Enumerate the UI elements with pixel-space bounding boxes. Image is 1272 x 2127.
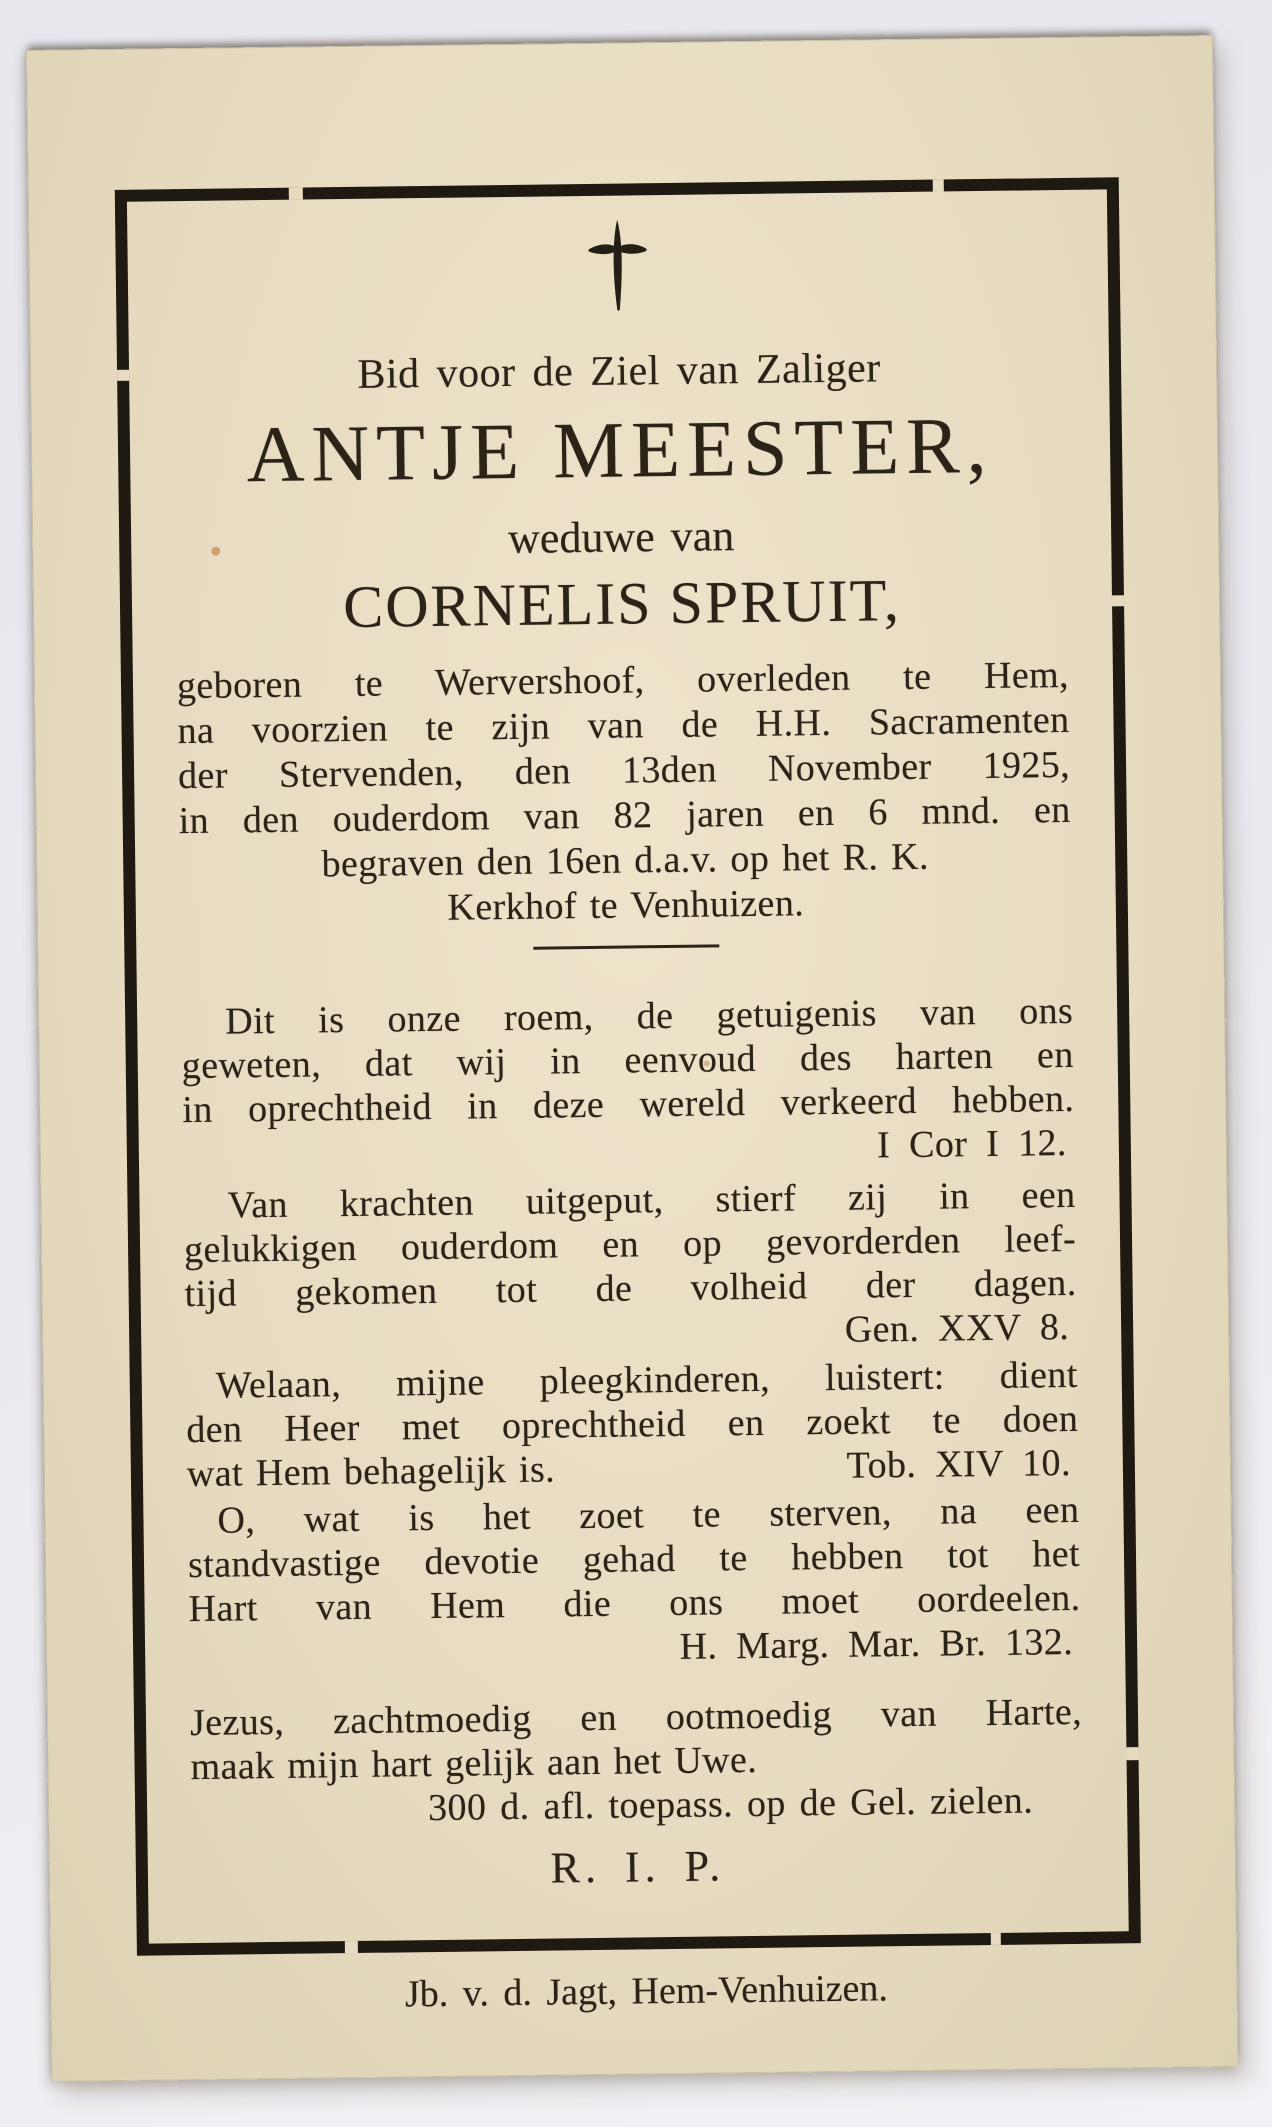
deceased-name: ANTJE MEESTER, xyxy=(246,401,995,500)
quote-line: tijd gekomen tot de volheid der dagen. xyxy=(184,1261,1077,1316)
border-gap xyxy=(345,1941,358,1953)
relation-line: weduwe van xyxy=(507,511,735,563)
border-gap xyxy=(289,188,303,200)
quote-paragraph xyxy=(183,1173,1077,1360)
section-divider xyxy=(533,944,719,949)
border-gap xyxy=(117,370,129,381)
prayer-block xyxy=(190,1690,1084,1833)
bio-line: der Stervenden, den 13den November 1925, xyxy=(177,743,1071,798)
card-content xyxy=(127,211,1128,1898)
quote-line-text: wat Hem behagelijk is. xyxy=(186,1448,556,1496)
scripture-citation: Gen. XXV 8. xyxy=(844,1305,1070,1351)
border-gap xyxy=(1112,595,1124,606)
rip-line: R. I. P. xyxy=(550,1841,726,1893)
indulgence-note: 300 d. afl. toepass. op de Gel. zielen. xyxy=(427,1779,1034,1830)
quote-line: geweten, dat wij in eenvoud des harten en xyxy=(181,1033,1074,1088)
quote-line: Van krachten uitgeput, stierf zij in een xyxy=(227,1173,1076,1227)
scripture-citation: H. Marg. Mar. Br. 132. xyxy=(679,1620,1074,1668)
intro-line: Bid voor de Ziel van Zaliger xyxy=(357,345,882,398)
quote-paragraph xyxy=(186,1353,1080,1496)
border-gap xyxy=(991,1933,1001,1945)
prayer-line: maak mijn hart gelijk aan het Uwe. xyxy=(190,1738,758,1789)
prayer-line: Jezus, zachtmoedig en ootmoedig van Harte, xyxy=(189,1690,1083,1745)
memorial-card xyxy=(26,35,1238,2082)
bio-line: begraven den 16en d.a.v. op het R. K. xyxy=(321,835,930,886)
cross-icon xyxy=(171,212,1064,319)
bio-line: Kerkhof te Venhuizen. xyxy=(447,882,805,929)
quote-line: Dit is onze roem, de getuigenis van ons xyxy=(224,989,1074,1043)
quote-line: Welaan, mijne pleegkinderen, luistert: dient xyxy=(215,1353,1078,1407)
bio-line: geboren te Wervershoof, overleden te Hem, xyxy=(176,653,1070,708)
border-gap xyxy=(933,179,944,191)
printer-imprint: Jb. v. d. Jagt, Hem-Venhuizen. xyxy=(404,1967,889,2016)
biography-block xyxy=(177,653,1072,934)
quote-paragraph xyxy=(181,989,1075,1176)
bio-line: in den ouderdom van 82 jaren en 6 mnd. en xyxy=(178,788,1071,843)
printed-border-frame xyxy=(115,177,1141,1955)
quote-line: den Heer met oprechtheid en zoekt te doen xyxy=(186,1397,1079,1452)
scripture-citation: I Cor I 12. xyxy=(876,1122,1068,1167)
scripture-citation: Tob. XIV 10. xyxy=(846,1441,1072,1487)
quote-line: in oprechtheid in deze wereld verkeerd hebben. xyxy=(182,1077,1075,1132)
border-gap xyxy=(1126,1747,1138,1760)
quote-line: gelukkigen ouderdom en op gevorderden leef- xyxy=(183,1217,1077,1272)
spouse-name: CORNELIS SPRUIT, xyxy=(342,567,902,641)
bio-line: na voorzien te zijn van de H.H. Sacramenten xyxy=(177,698,1070,753)
quote-line: Hart van Hem die ons moet oordeelen. xyxy=(188,1576,1081,1631)
quote-line: O, wat is het zoet te sterven, na een xyxy=(217,1488,1080,1542)
quote-line: standvastige devotie gehad te hebben tot het xyxy=(187,1532,1081,1587)
quote-paragraph xyxy=(187,1488,1081,1675)
